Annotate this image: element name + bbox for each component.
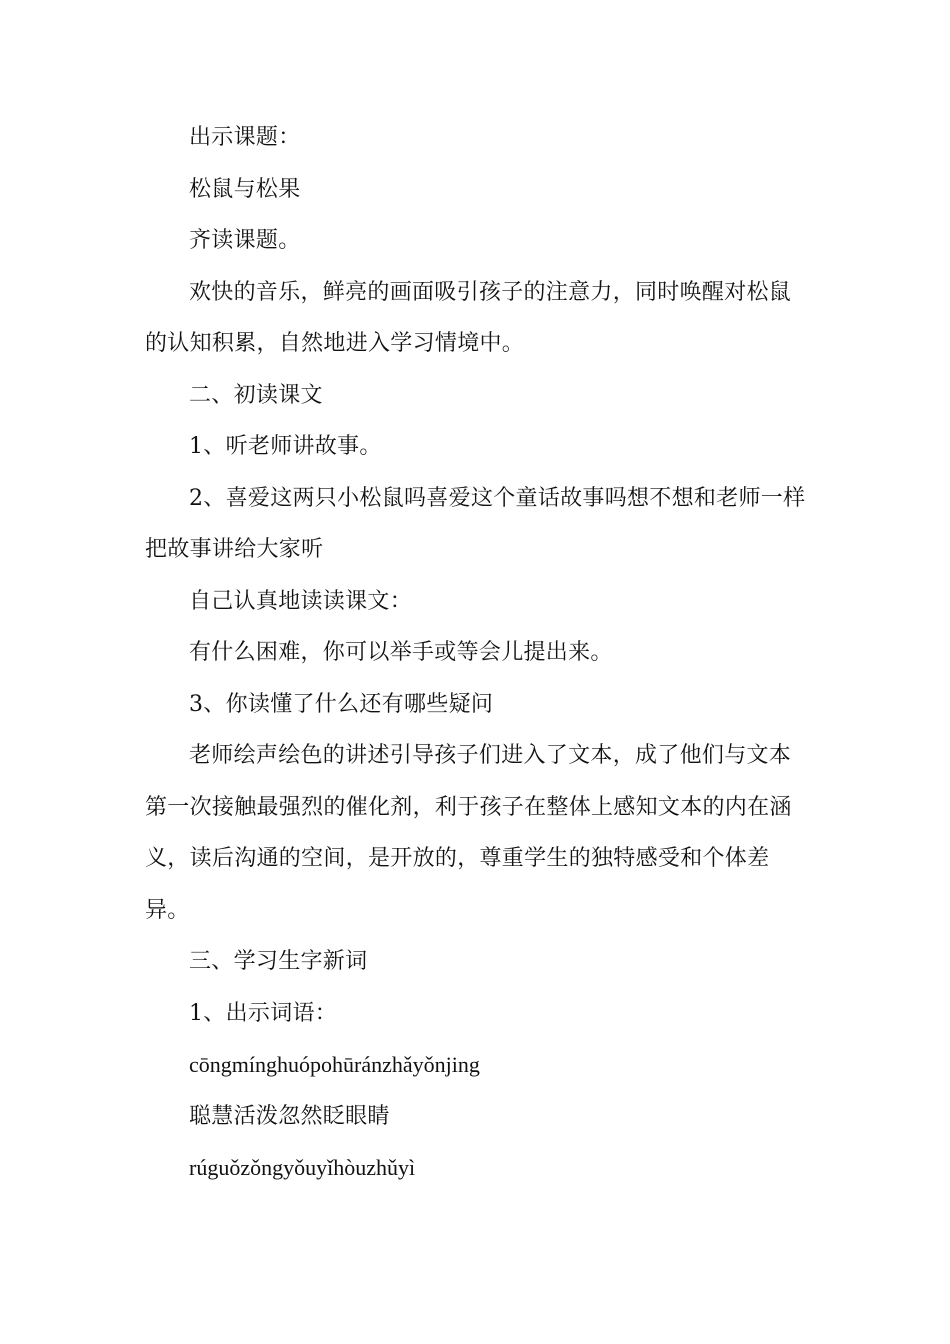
document-body <box>145 112 810 1194</box>
paragraph-step-1: 1、听老师讲故事。 <box>189 434 382 459</box>
paragraph-step-3: 3、你读懂了什么还有哪些疑问 <box>189 691 494 717</box>
paragraph-self-reading: 自己认真地读读课文： <box>189 588 413 614</box>
paragraph-show-title: 出示课题： <box>189 125 301 150</box>
section-heading-first-reading: 二、初读课文 <box>189 382 323 408</box>
word-list-1: 聪慧活泼忽然眨眼睛 <box>189 1103 390 1129</box>
paragraph-music-note: 欢快的音乐，鲜亮的画面吸引孩子的注意力，同时唤醒对松鼠的认知积累，自然地进入学习情境中。 <box>145 279 792 356</box>
paragraph-step-2: 2、喜爱这两只小松鼠吗喜爱这个童话故事吗想不想和老师一样把故事讲给大家听 <box>145 485 806 562</box>
section-heading-new-words: 三、学习生字新词 <box>189 949 368 974</box>
paragraph-show-words: 1、出示词语： <box>189 1000 338 1026</box>
pinyin-line-1: cōngmínghuópohūránzhǎyǒnjing <box>189 1052 480 1077</box>
paragraph-lesson-title: 松鼠与松果 <box>189 176 301 202</box>
pinyin-line-2: rúguǒzǒngyǒuyǐhòuzhǔyì <box>189 1155 416 1180</box>
paragraph-difficulties: 有什么困难，你可以举手或等会儿提出来。 <box>189 640 613 665</box>
paragraph-read-title: 齐读课题。 <box>189 228 301 253</box>
paragraph-teacher-note: 老师绘声绘色的讲述引导孩子们进入了文本，成了他们与文本第一次接触最强烈的催化剂，利于孩子在整体上感知文本的内在涵义，读后沟通的空间，是开放的，尊重学生的独特感受和个体差异。 <box>145 743 792 923</box>
